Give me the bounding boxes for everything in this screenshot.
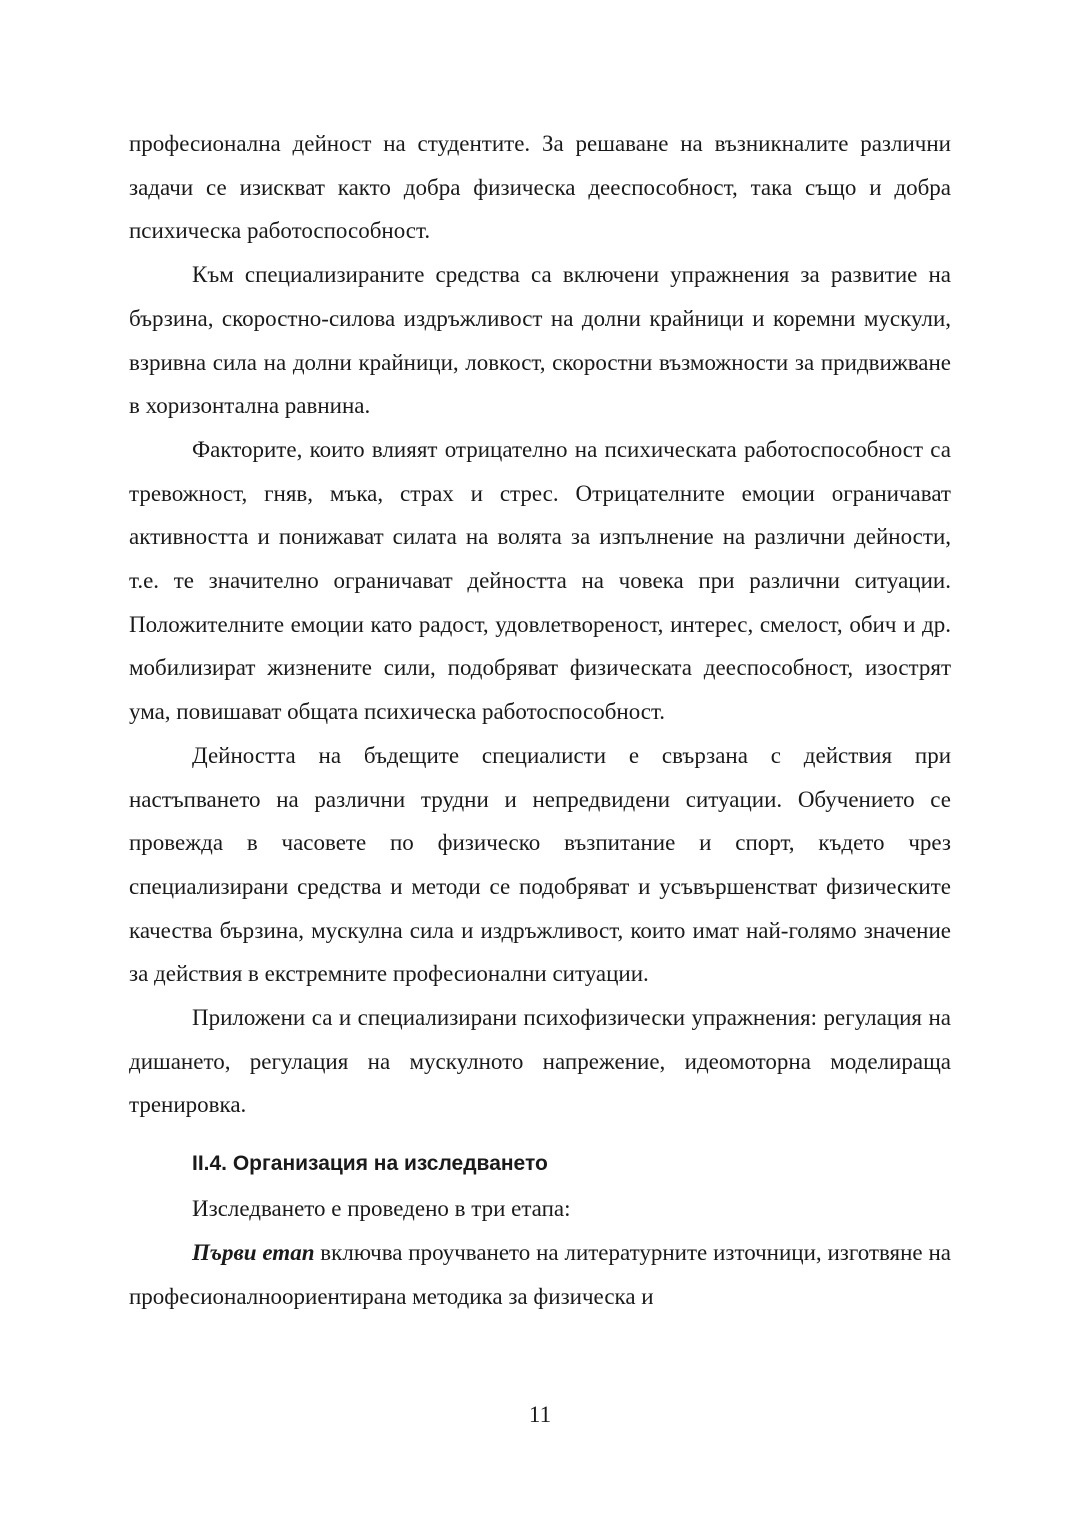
page-number: 11 — [528, 1402, 552, 1427]
paragraph-specialized-means: Към специализираните средства са включени упражнения за развитие на бързина, скоростно-силова издръжливост на долни крайници и коремни мускули, взривна сила на долни крайници, ловкост, скоростни възможности за придвижване в хоризонтална равнина. — [129, 262, 951, 419]
section-intro: Изследването е проведено в три етапа: — [192, 1196, 571, 1222]
paragraph-activity: Дейността на бъдещите специалисти е свързана с действия при настъпването на различни трудни и непредвидени ситуации. Обучението се провежда в часовете по физическо възпитание и спорт, където чрез специализирани средства и методи се подобряват и усъвършенстват физическите качества бързина, мускулна сила и издръжливост, които имат най-голямо значение за действия в екстремните професионални ситуации. — [129, 742, 951, 987]
first-stage-text: включва проучването на литературните източници, изготвяне на професионалноориентирана методика за физическа и — [129, 1239, 951, 1309]
paragraph-first-stage — [129, 1231, 951, 1318]
page-body — [129, 122, 951, 1318]
paragraph-exercises: Приложени са и специализирани психофизически упражнения: регулация на дишането, регулация на мускулното напрежение, идеомоторна моделираща тренировка. — [129, 1005, 951, 1118]
paragraph-continuation: професионална дейност на студентите. За решаване на възникналите различни задачи се изискват както добра физическа дееспособност, така също и добра психическа работоспособност. — [129, 131, 951, 244]
paragraph-factors: Факторите, които влияят отрицателно на психическата работоспособност са тревожност, гняв, мъка, страх и стрес. Отрицателните емоции ограничават активността и понижават силата на волята за изпълнение на различни дейности, т.е. те значително ограничават дейността на човека при различни ситуации. Положителните емоции като радост, удовлетвореност, интерес, смелост, обич и др. мобилизират жизнените сили, подобряват физическата дееспособност, изострят ума, повишават общата психическа работоспособност. — [129, 436, 951, 725]
first-stage-label: Първи етап — [192, 1239, 315, 1265]
section-heading: II.4. Организация на изследването — [192, 1152, 548, 1176]
